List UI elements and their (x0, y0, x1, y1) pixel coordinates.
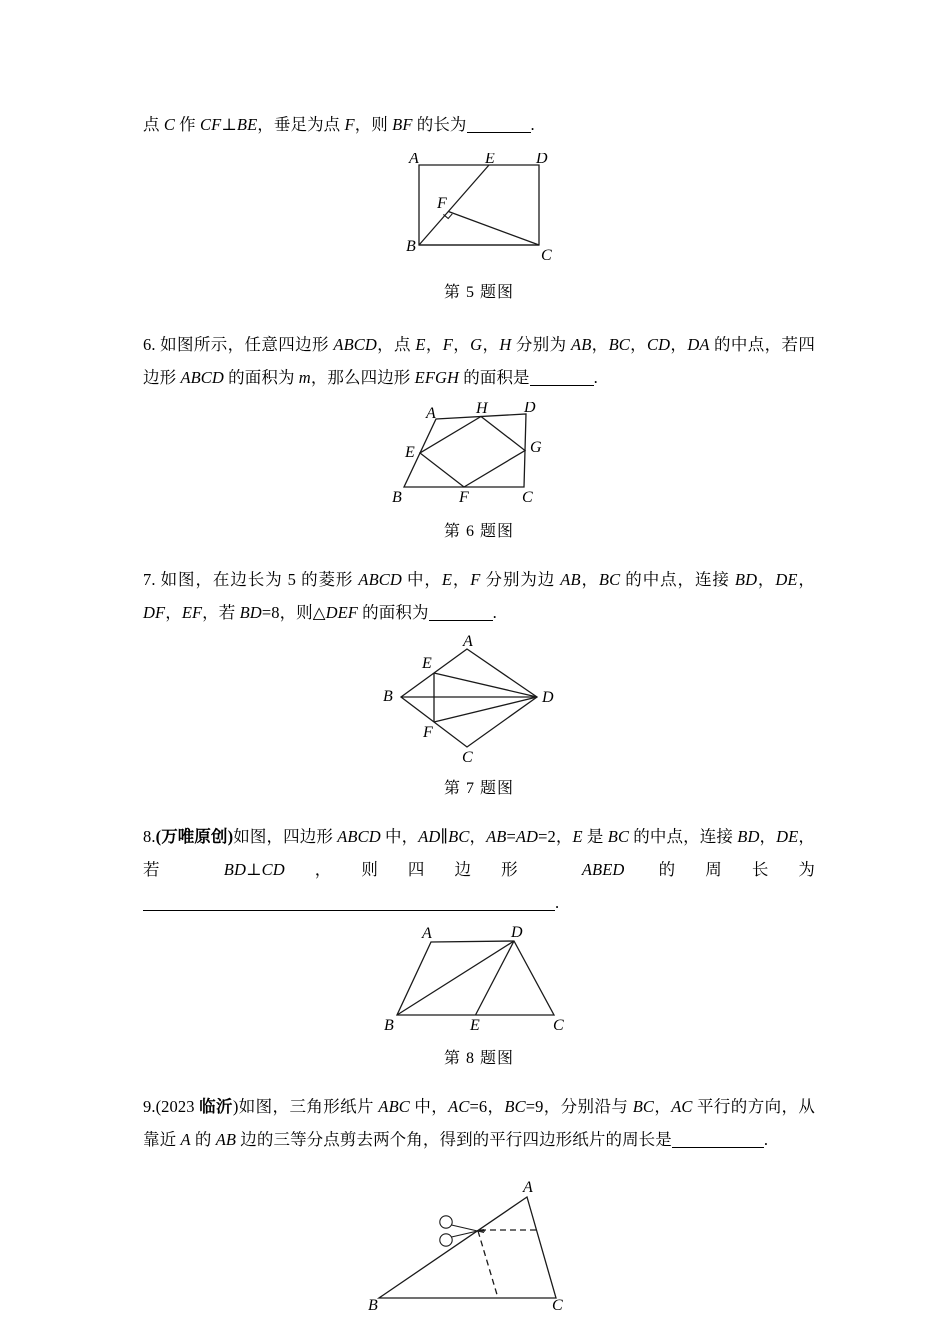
q8-seg-BC-2: BC (607, 827, 630, 846)
q8-comma-1: ， (469, 827, 487, 846)
figure-5-label-F: F (437, 195, 447, 212)
figure-9-label-B: B (368, 1297, 378, 1310)
q7-text-4: 的中点，连接 (620, 570, 735, 589)
q7-period: . (492, 603, 497, 622)
question-9-block (143, 1090, 815, 1310)
figure-8 (143, 925, 815, 1068)
q9-comma-2: ，分别沿与 (543, 1097, 633, 1116)
q9-text-4: 从靠近 (143, 1097, 815, 1149)
q9-seg-BC-2: BC (632, 1097, 655, 1116)
q8-seg-CD: CD (261, 860, 285, 879)
figure-7-label-E: E (422, 655, 432, 672)
q6-seg-DA: DA (687, 335, 710, 354)
q9-text-6: 边的三等分点剪去两个角，得到的平行四边形纸片的周长是 (236, 1130, 672, 1149)
q8-source-tag: (万唯原创) (155, 827, 234, 846)
q7-text-1: 如图，在边长为 5 的菱形 (155, 570, 359, 589)
q6-seg-BC: BC (608, 335, 630, 354)
q8-text-4: 的中点，连接 (629, 827, 738, 846)
figure-9-svg (364, 1170, 594, 1310)
q7-seg-BD: BD (734, 570, 758, 589)
q5-segment-BE: BE (236, 115, 258, 134)
q9-seg-AC-2: AC (671, 1097, 693, 1116)
q9-answer-blank[interactable] (672, 1133, 764, 1148)
q6-comma-5: ， (629, 335, 648, 354)
question-6-block (143, 328, 815, 541)
figure-9 (143, 1170, 815, 1310)
q7-comma-3: ， (757, 570, 776, 589)
q6-comma-1: ， (425, 335, 443, 354)
q8-seg-AB: AB (486, 827, 507, 846)
q9-point-A: A (180, 1130, 191, 1149)
q6-number: 6. (143, 335, 156, 354)
q8-parallel-symbol: ∥ (440, 827, 449, 846)
q9-source-city: 临沂 (199, 1097, 233, 1116)
q8-number: 8. (143, 827, 156, 846)
q8-eq-1: = (506, 827, 516, 846)
q8-seg-BD: BD (737, 827, 760, 846)
q9-tag-open: (2023 (155, 1097, 200, 1116)
figure-8-svg (359, 925, 599, 1035)
q6-text-2: ，点 (376, 335, 416, 354)
q6-point-E: E (415, 335, 426, 354)
q6-comma-4: ， (591, 335, 609, 354)
q6-quad-ABCD: ABCD (333, 335, 377, 354)
figure-8-label-E: E (470, 1017, 480, 1034)
q7-triangle-DEF: DEF (325, 603, 358, 622)
q9-triangle-ABC: ABC (378, 1097, 410, 1116)
q6-comma-2: ， (452, 335, 471, 354)
figure-8-caption: 第 8 题图 (443, 1050, 514, 1067)
figure-7-label-A: A (463, 635, 473, 650)
figure-6-label-G: G (530, 439, 542, 456)
figure-7-caption: 第 7 题图 (443, 780, 514, 797)
q6-text-5: 边形 (143, 368, 181, 387)
figure-6-label-E: E (405, 444, 415, 461)
question-8-block (143, 820, 815, 1068)
q5-text-b: 作 (174, 115, 200, 134)
figure-5 (143, 153, 815, 302)
q9-seg-AC: AC (448, 1097, 470, 1116)
q9-tag-close: ) (232, 1097, 239, 1116)
question-7-text (143, 563, 815, 629)
q7-seg-BC: BC (598, 570, 621, 589)
q9-seg-AB: AB (215, 1130, 237, 1149)
q5-point-C: C (163, 115, 175, 134)
figure-6-caption: 第 6 题图 (443, 523, 514, 540)
q7-number: 7. (143, 570, 156, 589)
q7-point-F: F (470, 570, 481, 589)
q7-seg-BD-2: BD (239, 603, 262, 622)
q7-seg-AB: AB (560, 570, 581, 589)
figure-7-label-B: B (383, 688, 393, 705)
q8-comma-2: ， (555, 827, 573, 846)
q8-quad-ABCD: ABCD (337, 827, 381, 846)
figure-5-caption: 第 5 题图 (443, 284, 514, 301)
figure-5-label-C: C (541, 247, 552, 264)
q6-text-6: 的面积为 (223, 368, 299, 387)
q7-text-6: ，若 (202, 603, 240, 622)
q7-comma-1: ， (452, 570, 471, 589)
q7-seg-DE: DE (775, 570, 798, 589)
q8-point-E: E (572, 827, 583, 846)
q9-eq-2: =9 (525, 1097, 544, 1116)
figure-8-label-D: D (511, 925, 523, 941)
q5-text-e: 的长为 (412, 115, 467, 134)
q8-seg-BD-2: BD (223, 860, 246, 879)
question-9-text (143, 1090, 815, 1156)
q9-seg-BC: BC (504, 1097, 526, 1116)
figure-5-label-D: D (536, 153, 548, 167)
q8-seg-BC: BC (448, 827, 470, 846)
q6-comma-3: ， (482, 335, 500, 354)
figure-7-label-F: F (423, 724, 433, 741)
figure-6-label-B: B (392, 489, 402, 506)
q6-period: . (593, 368, 598, 387)
q5-perp-symbol: ⊥ (221, 115, 237, 134)
q7-eq-8: =8 (261, 603, 280, 622)
q8-perp-symbol: ⊥ (246, 860, 262, 879)
q9-comma-1: ， (487, 1097, 505, 1116)
figure-5-label-E: E (485, 153, 495, 167)
q6-text-4: 的中点，若四 (709, 335, 816, 354)
q6-quad-ABCD-2: ABCD (180, 368, 224, 387)
q7-seg-DF: DF (143, 603, 166, 622)
q6-point-F: F (442, 335, 453, 354)
q5-point-F: F (344, 115, 355, 134)
q7-text-2: 中， (401, 570, 442, 589)
figure-8-label-A: A (422, 925, 432, 942)
figure-9-label-C: C (552, 1297, 563, 1310)
question-5-block (143, 108, 815, 302)
q6-answer-blank[interactable] (530, 371, 594, 386)
q6-text-3: 分别为 (511, 335, 572, 354)
q6-seg-CD: CD (647, 335, 671, 354)
q6-seg-AB: AB (571, 335, 592, 354)
q5-text-d: ，则 (354, 115, 393, 134)
q9-text-5: 的 (190, 1130, 216, 1149)
q8-text-1: 如图，四边形 (233, 827, 338, 846)
q8-comma-3: ， (759, 827, 777, 846)
q7-rhombus-ABCD: ABCD (358, 570, 402, 589)
q7-text-3: 分别为边 (480, 570, 561, 589)
q8-text-7: 的周长为 (624, 860, 815, 879)
q8-quad-ABED: ABED (581, 860, 625, 879)
q5-text-c: ，垂足为点 (257, 115, 345, 134)
q9-period: . (763, 1130, 769, 1149)
q7-point-E: E (441, 570, 453, 589)
q9-text-2: 中， (409, 1097, 449, 1116)
q6-text-8: 的面积是 (459, 368, 530, 387)
q5-text-a: 点 (143, 115, 164, 134)
q8-eq-2: =2 (538, 827, 556, 846)
figure-6-label-A: A (426, 405, 436, 422)
question-7-block (143, 563, 815, 798)
figure-6-label-H: H (476, 402, 488, 417)
figure-7 (143, 635, 815, 798)
q8-period: . (555, 893, 560, 912)
q8-answer-blank[interactable] (143, 896, 555, 911)
q9-text-3: 平行的方向， (692, 1097, 799, 1116)
q5-segment-BF: BF (392, 115, 413, 134)
q7-comma-2: ， (580, 570, 599, 589)
q8-text-2: 中， (380, 827, 419, 846)
content-column (143, 108, 815, 1310)
q6-quad-EFGH: EFGH (414, 368, 460, 387)
q9-eq-1: =6 (469, 1097, 488, 1116)
q7-comma-5: ， (165, 603, 182, 622)
figure-9-label-A: A (523, 1179, 533, 1196)
q8-seg-AD-2: AD (515, 827, 539, 846)
q5-period: . (530, 115, 535, 134)
q8-seg-AD: AD (418, 827, 441, 846)
q6-comma-6: ， (670, 335, 688, 354)
q9-text-1: 如图，三角形纸片 (238, 1097, 379, 1116)
figure-6 (143, 402, 815, 541)
figure-5-svg (379, 153, 579, 265)
figure-7-label-C: C (462, 749, 473, 765)
question-6-text (143, 328, 815, 394)
figure-7-label-D: D (542, 689, 554, 706)
q7-seg-EF: EF (181, 603, 203, 622)
figure-7-svg (369, 635, 589, 765)
q9-number: 9. (143, 1097, 156, 1116)
q8-text-3: 是 (582, 827, 608, 846)
figure-6-svg (374, 402, 584, 508)
question-5-text (143, 108, 815, 141)
figure-6-label-C: C (522, 489, 533, 506)
q7-comma-4: ， (797, 570, 815, 589)
question-8-text (143, 820, 815, 919)
figure-8-label-B: B (384, 1017, 394, 1034)
q8-text-6: ，则四边形 (284, 860, 582, 879)
q6-text-1: 如图所示，任意四边形 (155, 335, 334, 354)
figure-5-label-B: B (406, 238, 416, 255)
q7-answer-blank[interactable] (429, 606, 493, 621)
q8-text-5: ，若 (143, 827, 815, 879)
q6-area-m: m (298, 368, 311, 387)
q5-segment-CF: CF (200, 115, 222, 134)
q5-answer-blank[interactable] (467, 118, 531, 133)
q7-text-7: ，则△ (279, 603, 326, 622)
figure-6-label-D: D (524, 402, 536, 416)
figure-6-label-F: F (459, 489, 469, 506)
figure-5-label-A: A (409, 153, 419, 167)
q6-text-7: ，那么四边形 (310, 368, 415, 387)
q6-point-H: H (499, 335, 512, 354)
q8-seg-DE: DE (776, 827, 799, 846)
q6-point-G: G (470, 335, 483, 354)
q9-comma-3: ， (654, 1097, 672, 1116)
q7-text-8: 的面积为 (357, 603, 429, 622)
figure-8-label-C: C (553, 1017, 564, 1034)
